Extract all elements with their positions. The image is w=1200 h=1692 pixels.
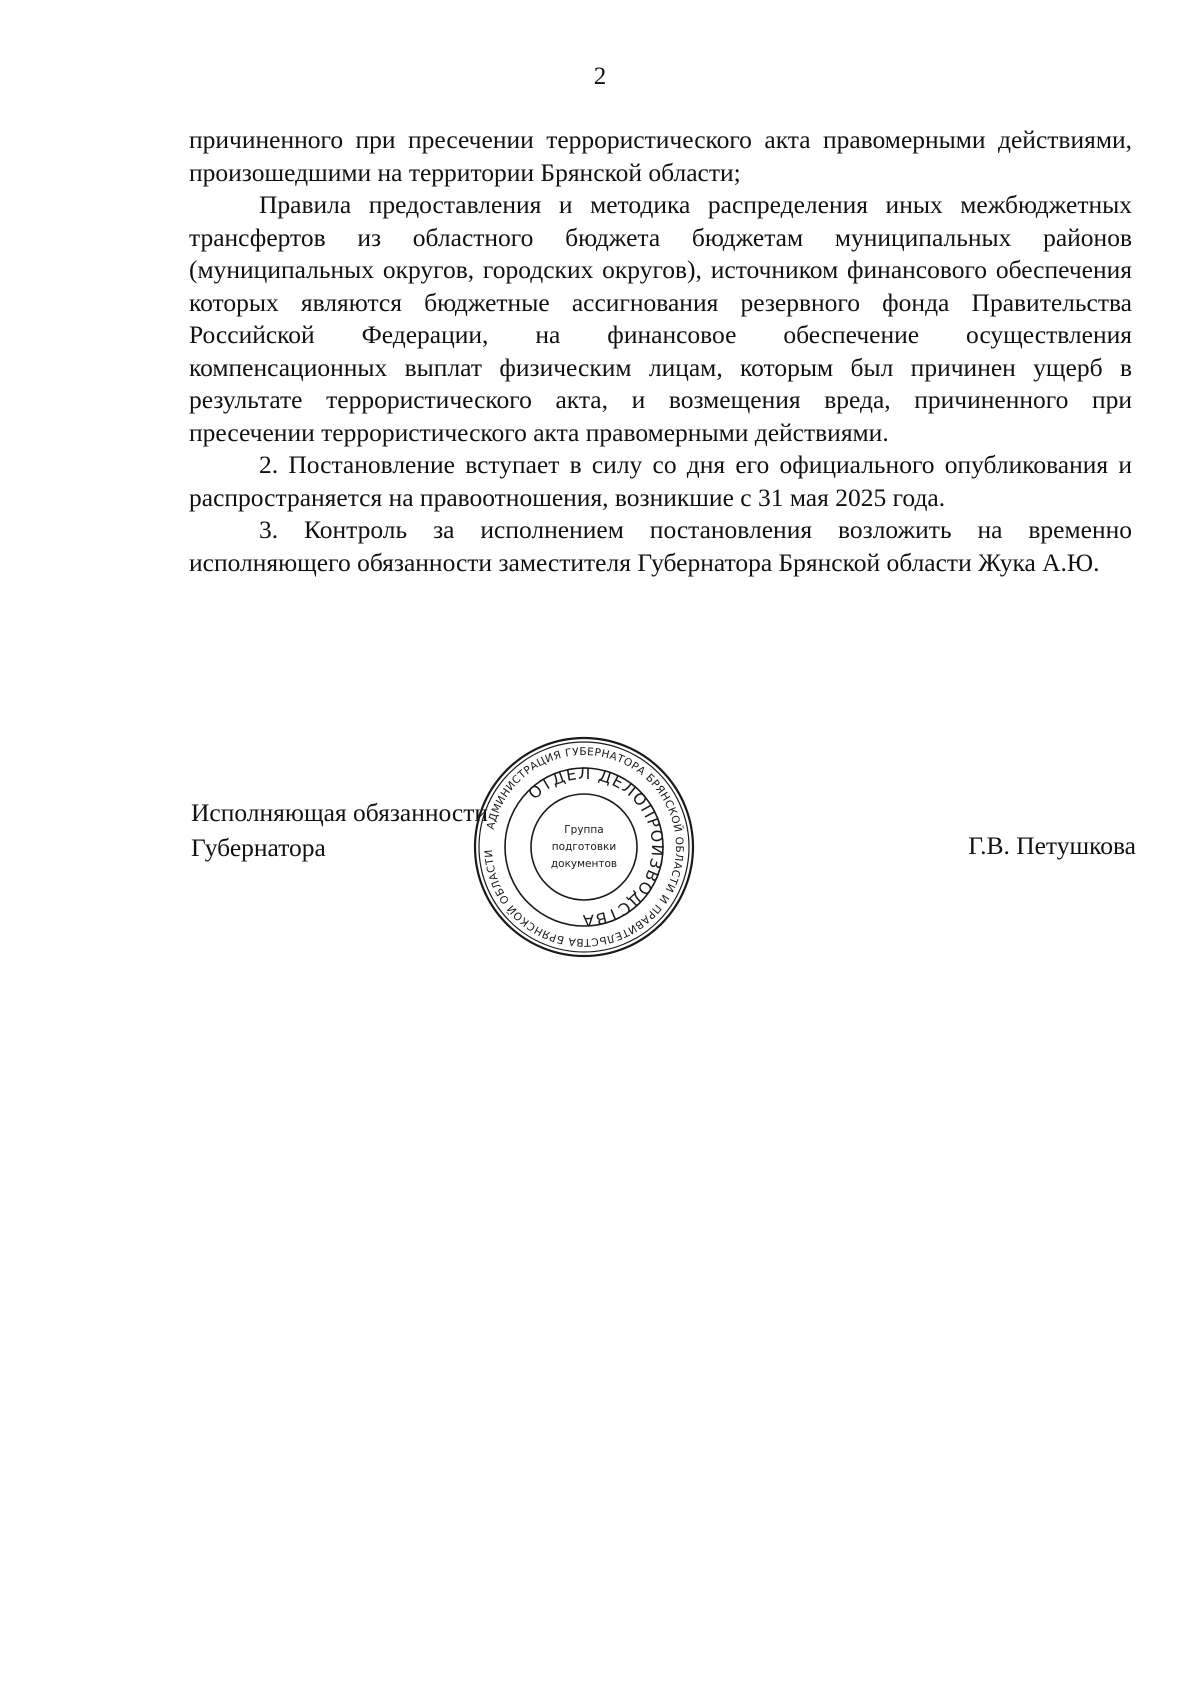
stamp-middle-text: ОТДЕЛ ДЕЛОПРОИЗВОДСТВА — [524, 763, 668, 931]
document-body — [189, 124, 1132, 579]
stamp-center-line-1: Группа — [564, 824, 604, 836]
stamp-outer-text: АДМИНИСТРАЦИЯ ГУБЕРНАТОРА БРЯНСКОЙ ОБЛАСТИ И ПРАВИТЕЛЬСТВА БРЯНСКОЙ ОБЛАСТИ — [482, 745, 686, 949]
stamp-center-line-3: документов — [550, 858, 618, 870]
official-stamp — [472, 735, 696, 959]
signatory-name: Г.В. Петушкова — [968, 831, 1136, 860]
stamp-center-line-2: подготовки — [551, 841, 617, 853]
signatory-title-line-1: Исполняющая обязанности — [191, 798, 488, 827]
paragraph-item-2: 2. Постановление вступает в силу со дня его официального опубликования и распространяется на правоотношения, возникшие с 31 мая 2025 года. — [189, 450, 1132, 512]
paragraph-item-3: 3. Контроль за исполнением постановления возложить на временно исполняющего обязанности заместителя Губернатора Брянской области Жука А.Ю. — [189, 515, 1132, 577]
page-number: 2 — [593, 63, 607, 90]
signatory-title-line-2: Губернатора — [191, 833, 326, 862]
signatory-title — [191, 795, 488, 865]
paragraph-rules: Правила предоставления и методика распределения иных межбюджетных трансфертов из областного бюджета бюджетам муниципальных районов (муниципальных округов, городских округов), источником финансового обеспечения которых являются бюджетные ассигнования резервного фонда Правительства Российской Федерации, на финансовое обеспечение осуществления компенсационных выплат физическим лицам, которым был причинен ущерб в результате террористического акта, и возмещения вреда, причиненного при пресечении террористического акта правомерными действиями. — [189, 190, 1132, 447]
paragraph-continuation: причиненного при пресечении террористического акта правомерными действиями, произошедшими на территории Брянской области; — [189, 125, 1132, 187]
